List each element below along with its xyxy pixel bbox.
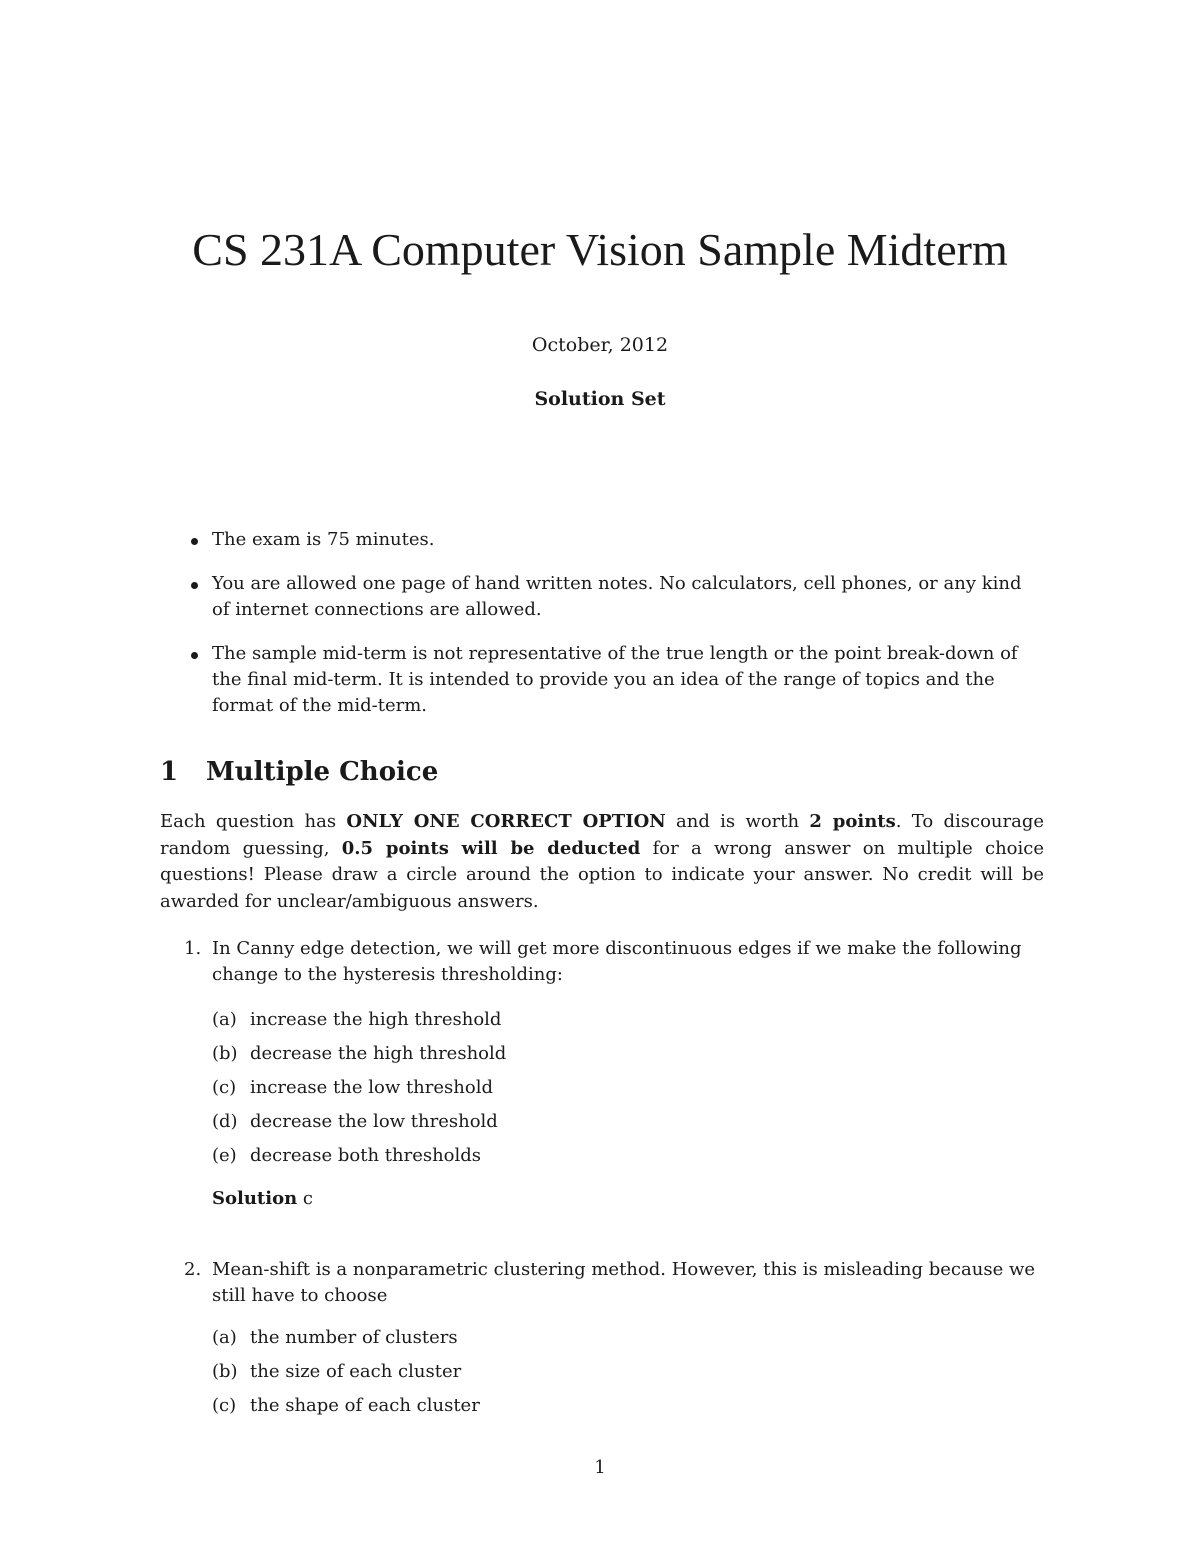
option-item[interactable] xyxy=(212,1075,506,1109)
option-label: (a) xyxy=(212,1009,237,1030)
option-text: the shape of each cluster xyxy=(250,1395,480,1416)
document-subtitle: Solution Set xyxy=(534,388,666,410)
option-label: (c) xyxy=(212,1077,237,1098)
instruction-item xyxy=(212,571,1044,623)
option-item[interactable] xyxy=(212,1143,506,1177)
section-number: 1 xyxy=(160,757,179,787)
bullet-icon xyxy=(191,538,198,545)
question-2-options xyxy=(212,1325,480,1427)
option-text: the size of each cluster xyxy=(250,1361,462,1382)
question-number: 1. xyxy=(184,938,202,959)
intro-text: . To discourage random guessing, xyxy=(160,811,1045,859)
option-label: (b) xyxy=(212,1043,238,1064)
instruction-item xyxy=(212,527,1044,553)
question-2 xyxy=(184,1257,1044,1309)
instruction-text: You are allowed one page of hand written notes. No calculators, cell phones, or any kind of internet connections are allowed. xyxy=(212,573,1022,620)
question-1-solution xyxy=(212,1186,313,1212)
option-label: (a) xyxy=(212,1327,237,1348)
question-1-options xyxy=(212,1007,506,1177)
question-text: In Canny edge detection, we will get more discontinuous edges if we make the following change to the hysteresis thresholding: xyxy=(212,938,1022,985)
option-label: (e) xyxy=(212,1145,237,1166)
bullet-icon xyxy=(191,582,198,589)
option-text: decrease the low threshold xyxy=(250,1111,498,1132)
option-item[interactable] xyxy=(212,1041,506,1075)
option-text: decrease the high threshold xyxy=(250,1043,507,1064)
option-label: (d) xyxy=(212,1111,238,1132)
bullet-icon xyxy=(191,652,198,659)
intro-text: for a wrong answer on multiple choice questions! Please draw a circle around the option to indicate your answer. No credit will be awarded for unclear/ambiguous answers. xyxy=(160,837,1045,912)
section-intro xyxy=(160,809,1044,915)
section-title-text: Multiple Choice xyxy=(206,757,439,787)
option-item[interactable] xyxy=(212,1007,506,1041)
instruction-item xyxy=(212,641,1044,719)
option-label: (c) xyxy=(212,1395,237,1416)
document-date: October, 2012 xyxy=(531,334,669,356)
instruction-text: The sample mid-term is not representative of the true length or the point break-down of the final mid-term. It is intended to provide you an idea of the range of topics and the format of the mid-term. xyxy=(212,643,1018,716)
option-item[interactable] xyxy=(212,1393,480,1427)
intro-text: and is worth xyxy=(665,811,810,832)
option-text: increase the low threshold xyxy=(250,1077,493,1098)
question-number: 2. xyxy=(184,1259,202,1280)
instruction-text: The exam is 75 minutes. xyxy=(212,529,435,550)
option-text: decrease both thresholds xyxy=(250,1145,482,1166)
option-text: the number of clusters xyxy=(250,1327,458,1348)
question-text: Mean-shift is a nonparametric clustering method. However, this is misleading because we still have to choose xyxy=(212,1259,1036,1306)
page-number: 1 xyxy=(594,1457,606,1478)
intro-text: Each question has xyxy=(160,811,347,832)
instructions-list xyxy=(212,527,1044,737)
option-item[interactable] xyxy=(212,1325,480,1359)
option-label: (b) xyxy=(212,1361,238,1382)
option-text: increase the high threshold xyxy=(250,1009,502,1030)
intro-bold-text: 0.5 points will be deducted xyxy=(341,837,641,859)
intro-bold-text: ONLY ONE CORRECT OPTION xyxy=(346,811,666,832)
intro-bold-text: 2 points xyxy=(809,811,896,832)
option-item[interactable] xyxy=(212,1109,506,1143)
question-1 xyxy=(184,936,1044,988)
solution-label: Solution xyxy=(212,1188,298,1209)
solution-value: c xyxy=(302,1188,314,1209)
option-item[interactable] xyxy=(212,1359,480,1393)
document-title: CS 231A Computer Vision Sample Midterm xyxy=(192,224,1008,275)
section-heading xyxy=(160,755,438,789)
